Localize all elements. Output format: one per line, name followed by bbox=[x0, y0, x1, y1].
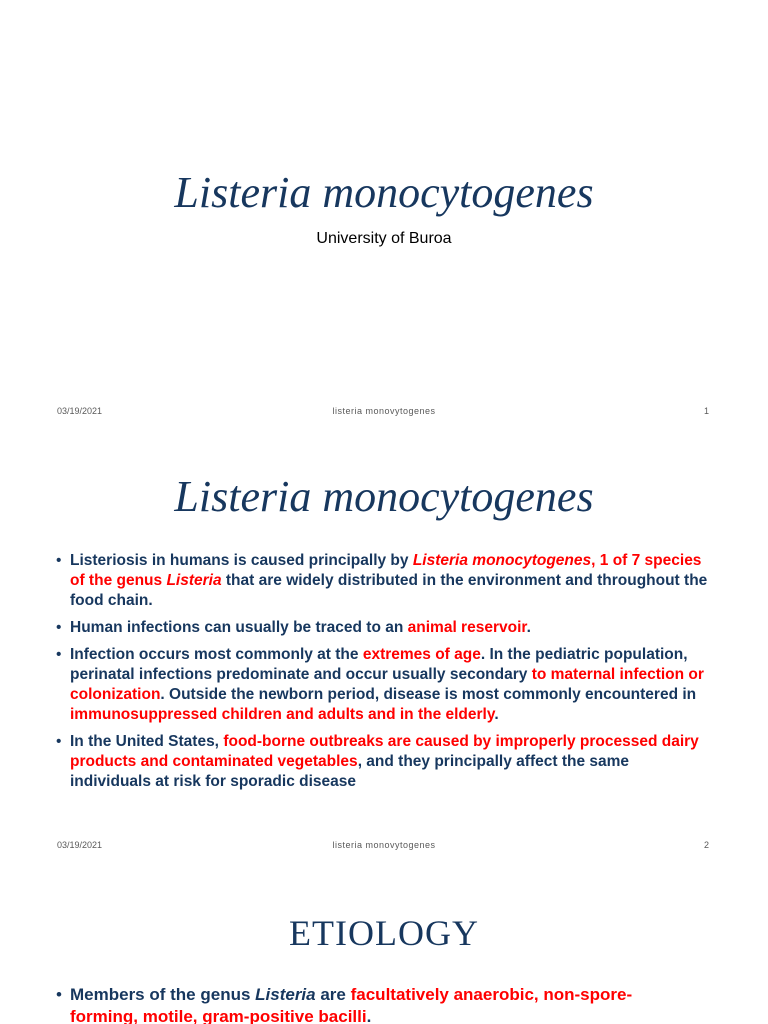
slide-2-bullet-list bbox=[56, 551, 710, 799]
slide-2-title: Listeria monocytogenes bbox=[174, 472, 594, 521]
bullet-text: In the United States, bbox=[70, 733, 224, 750]
bullet-glyph: • bbox=[56, 985, 62, 1004]
bullet-item bbox=[56, 618, 710, 638]
bullet-text: . bbox=[366, 1007, 372, 1024]
bullet-text: . bbox=[526, 619, 531, 636]
bullet-text: are bbox=[315, 985, 351, 1004]
slide-3-bullet-list bbox=[56, 984, 670, 1024]
slide-2-footer bbox=[0, 840, 768, 854]
slide-1-subtitle: University of Buroa bbox=[316, 230, 452, 247]
bullet-emphasis: 1 of 7 species of the genus bbox=[70, 552, 702, 589]
footer-page-number: 1 bbox=[703, 406, 709, 416]
bullet-item bbox=[56, 551, 710, 611]
slide-1 bbox=[0, 0, 768, 434]
bullet-emphasis: to maternal infection or colonization bbox=[70, 666, 704, 703]
bullet-text: . bbox=[494, 706, 499, 723]
slide-1-title: Listeria monocytogenes bbox=[174, 168, 594, 217]
slide-3 bbox=[0, 868, 768, 1024]
footer-name: listeria monovytogenes bbox=[332, 840, 436, 850]
bullet-emphasis: Listeria bbox=[166, 572, 222, 589]
slide-2 bbox=[0, 434, 768, 868]
bullet-text: Members of the genus bbox=[70, 985, 256, 1004]
bullet-emphasis: animal reservoir bbox=[407, 619, 527, 636]
bullet-emphasis: Listeria monocytogenes bbox=[412, 552, 592, 569]
slide-1-footer bbox=[0, 406, 768, 420]
bullet-item bbox=[56, 645, 710, 725]
bullet-item bbox=[56, 984, 670, 1024]
footer-name: listeria monovytogenes bbox=[332, 406, 436, 416]
bullet-item bbox=[56, 732, 710, 792]
bullet-emphasis: immunosuppressed children and adults and in the elderly bbox=[70, 706, 495, 723]
bullet-glyph: • bbox=[56, 733, 62, 750]
bullet-text: that are widely distributed in the environment and throughout the food chain. bbox=[70, 572, 708, 609]
bullet-glyph: • bbox=[56, 619, 62, 636]
footer-page-number: 2 bbox=[703, 840, 709, 850]
bullet-text: . Outside the newborn period, disease is most commonly encountered in bbox=[160, 686, 697, 703]
bullet-text: Listeriosis in humans is caused principally by bbox=[70, 552, 413, 569]
bullet-text: , bbox=[591, 552, 600, 569]
bullet-glyph: • bbox=[56, 552, 62, 569]
bullet-glyph: • bbox=[56, 646, 62, 663]
bullet-text: Infection occurs most commonly at the bbox=[70, 646, 363, 663]
bullet-emphasis: food-borne outbreaks are caused by improperly processed dairy products and contaminated vegetables bbox=[70, 733, 699, 770]
bullet-text: . In the pediatric population, perinatal infections predominate and occur usually secondary bbox=[70, 646, 688, 683]
footer-date: 03/19/2021 bbox=[57, 840, 103, 850]
bullet-text: , and they principally affect the same individuals at risk for sporadic disease bbox=[70, 753, 630, 790]
bullet-emphasis: extremes of age bbox=[362, 646, 481, 663]
bullet-text: Human infections can usually be traced to an bbox=[70, 619, 408, 636]
footer-date: 03/19/2021 bbox=[57, 406, 103, 416]
bullet-emphasis: facultatively anaerobic, non-spore-forming, motile, gram-positive bacilli bbox=[70, 985, 633, 1024]
slide-3-title: ETIOLOGY bbox=[289, 913, 479, 953]
bullet-emphasis: Listeria bbox=[255, 985, 316, 1004]
